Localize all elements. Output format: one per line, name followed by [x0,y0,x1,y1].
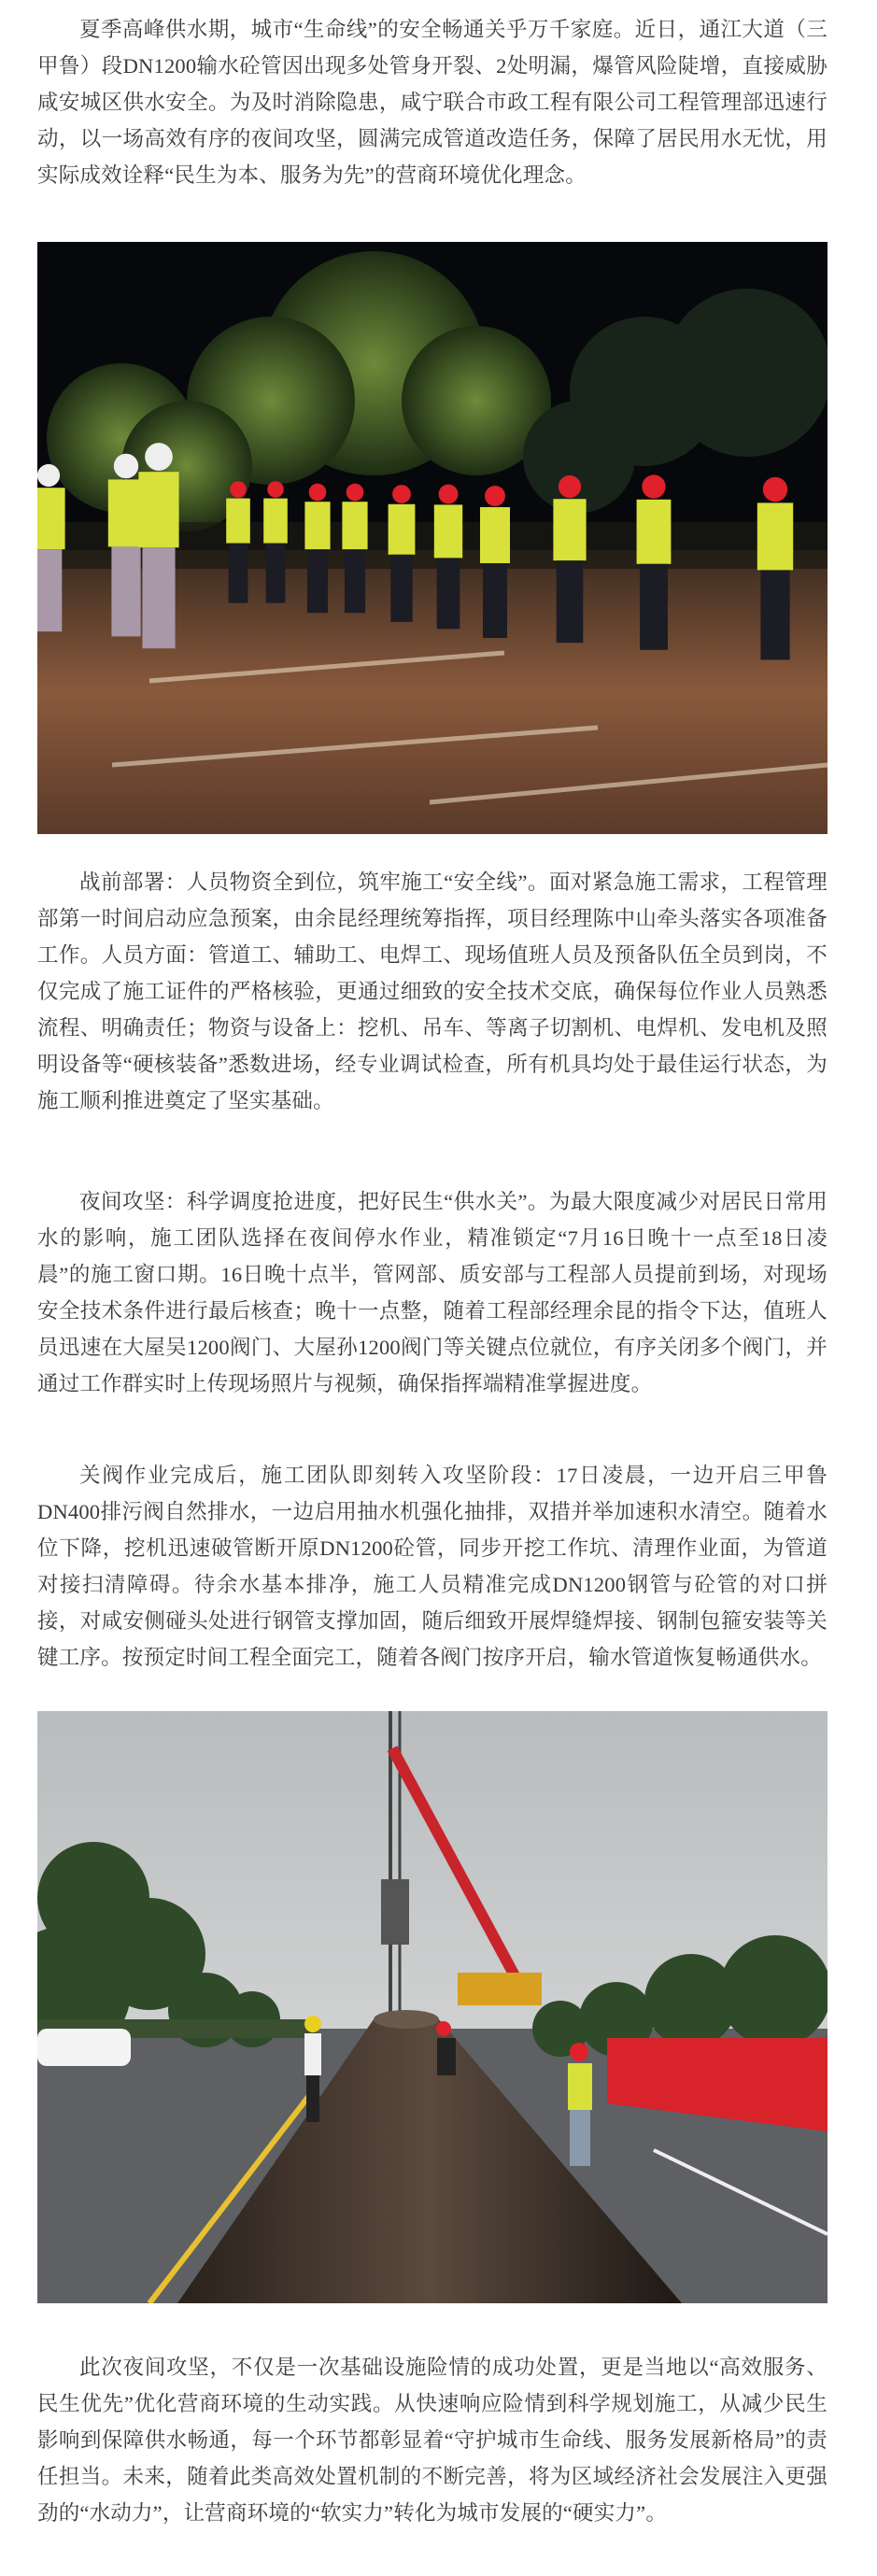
worker [553,475,586,643]
worker [480,486,510,638]
worker [637,474,672,649]
worker [263,481,288,602]
worker [138,443,178,648]
paragraph-conclusion: 此次夜间攻坚，不仅是一次基础设施险情的成功处置，更是当地以“高效服务、民生优先”优化营商环境的生动实践。从快速响应险情到科学规划施工，从减少民生影响到保障供水畅通，每一个环节都彰显着“守护城市生命线、服务发展新格局”的责任担当。未来，随着此类高效处置机制的不断完善，将为区域经济社会发展注入更强劲的“水动力”，让营商环境的“软实力”转化为城市发展的“硬实力”。 [37,2356,827,2525]
worker [37,464,65,631]
pipe-installation-photo [37,1711,827,2303]
paragraph-completion: 关阀作业完成后，施工团队即刻转入攻坚阶段：17日凌晨，一边开启三甲鲁DN400排污阀自然排水，一边启用抽水机强化抽排，双措并举加速积水清空。随着水位下降，挖机迅速破管断开原DN1200砼管，同步开挖工作坑、清理作业面，为管道对接扫清障碍。待余水基本排净，施工人员精准完成DN1200钢管与砼管的对口拼接，对咸安侧碰头处进行钢管支撑加固，随后细致开展焊缝焊接、钢制包箍安装等关键工序。按预定时间工程全面完工，随着各阀门按序开启，输水管道恢复畅通供水。 [37,1464,827,1669]
paragraph-intro: 夏季高峰供水期，城市“生命线”的安全畅通关乎万千家庭。近日，通江大道（三甲鲁）段DN1200输水砼管因出现多处管身开裂、2处明漏，爆管风险陡增，直接威胁咸安城区供水安全。为及时消除隐患，咸宁联合市政工程有限公司工程管理部迅速行动，以一场高效有序的夜间攻坚，圆满完成管道改造任务，保障了居民用水无忧，用实际成效诠释“民生为本、服务为先”的营商环境优化理念。 [37,18,827,187]
worker [389,485,416,622]
night-team-briefing-photo [37,242,827,834]
worker [434,485,462,630]
paragraph-night-work: 夜间攻坚：科学调度抢进度，把好民生“供水关”。为最大限度减少对居民日常用水的影响，施工团队选择在夜间停水作业，精准锁定“7月16日晚十一点至18日凌晨”的施工窗口期。16日晚十点半，管网部、质安部与工程部人员提前到场，对现场安全技术条件进行最后核查；晚十一点整，随着工程部经理余昆的指令下达，值班人员迅速在大屋吴1200阀门、大屋孙1200阀门等关键点位就位，有序关闭多个阀门，并通过工作群实时上传现场照片与视频，确保指挥端精准掌握进度。 [37,1190,827,1395]
paragraph-preparation: 战前部署：人员物资全到位，筑牢施工“安全线”。面对紧急施工需求，工程管理部第一时间启动应急预案，由余昆经理统筹指挥，项目经理陈中山牵头落实各项准备工作。人员方面：管道工、辅助工、电焊工、现场值班人员及预备队伍全员到岗，不仅完成了施工证件的严格核验，更通过细致的安全技术交底，确保每位作业人员熟悉流程、明确责任；物资与设备上：挖机、吊车、等离子切割机、电焊机、发电机及照明设备等“硬核装备”悉数进场，经专业调试检查，所有机具均处于最佳运行状态，为施工顺利推进奠定了坚实基础。 [37,870,827,1112]
worker [342,484,367,614]
worker [304,484,330,614]
worker [757,477,793,660]
worker [226,481,250,602]
